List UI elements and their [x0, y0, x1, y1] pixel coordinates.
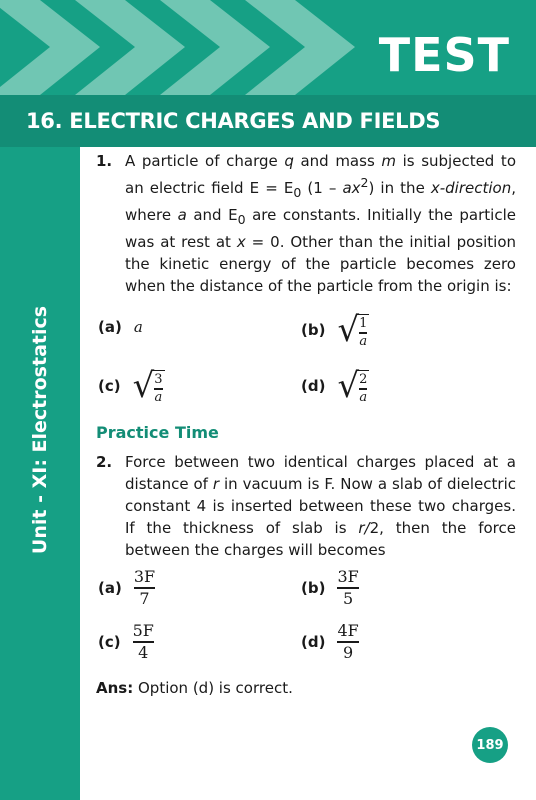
- option-a[interactable]: (a) $\frac{3F}{7}$: [98, 567, 156, 608]
- top-banner: [0, 0, 536, 95]
- practice-heading: Practice Time: [96, 423, 219, 442]
- option-a[interactable]: (a) a: [98, 318, 143, 336]
- option-d[interactable]: (d) $\frac{4F}{9}$: [301, 621, 359, 662]
- question-number: 1.: [96, 152, 113, 170]
- question-1: [96, 150, 516, 297]
- fraction: $\frac{4F}{9}$: [337, 621, 359, 662]
- fraction: $\frac{3F}{7}$: [133, 567, 156, 608]
- question-2: [96, 451, 516, 561]
- question-text: A particle of charge q and mass m is subjected to an electric field $E = E_0$ $(1 - ax^2)$ in the x-direction, where a and $E_0$ are constants. Initially the particle was at rest at x = 0. Other than the initial position the kinetic energy of the particle becomes zero when the distance of the particle from the origin is:: [125, 152, 517, 295]
- question-number: 2.: [96, 453, 113, 471]
- option-d[interactable]: (d) √ $\frac{2}{a}$: [301, 366, 368, 406]
- answer-line: Ans: Option (d) is correct.: [96, 679, 293, 697]
- unit-label: Unit - XI: Electrostatics: [29, 305, 51, 555]
- sqrt-expression: √ $\frac{3}{a}$: [132, 366, 163, 406]
- test-heading: TEST: [378, 28, 510, 82]
- option-c[interactable]: (c) $\frac{5F}{4}$: [98, 621, 154, 662]
- chapter-title: 16. ELECTRIC CHARGES AND FIELDS: [26, 109, 441, 133]
- page-number-badge: 189: [472, 727, 508, 763]
- option-b[interactable]: (b) $\frac{3F}{5}$: [301, 567, 359, 608]
- fraction: $\frac{3F}{5}$: [337, 567, 359, 608]
- fraction: $\frac{5F}{4}$: [132, 621, 154, 662]
- option-c[interactable]: (c) √ $\frac{3}{a}$: [98, 366, 163, 406]
- sqrt-expression: √ $\frac{1}{a}$: [337, 310, 368, 350]
- option-b[interactable]: (b) √ $\frac{1}{a}$: [301, 310, 368, 350]
- sqrt-expression: √ $\frac{2}{a}$: [337, 366, 368, 406]
- question-text: Force between two identical charges placed at a distance of r in vacuum is F. Now a slab of dielectric constant 4 is inserted between these two charges. If the thickness of slab is r/2, then the force between the charges will becomes: [125, 453, 516, 559]
